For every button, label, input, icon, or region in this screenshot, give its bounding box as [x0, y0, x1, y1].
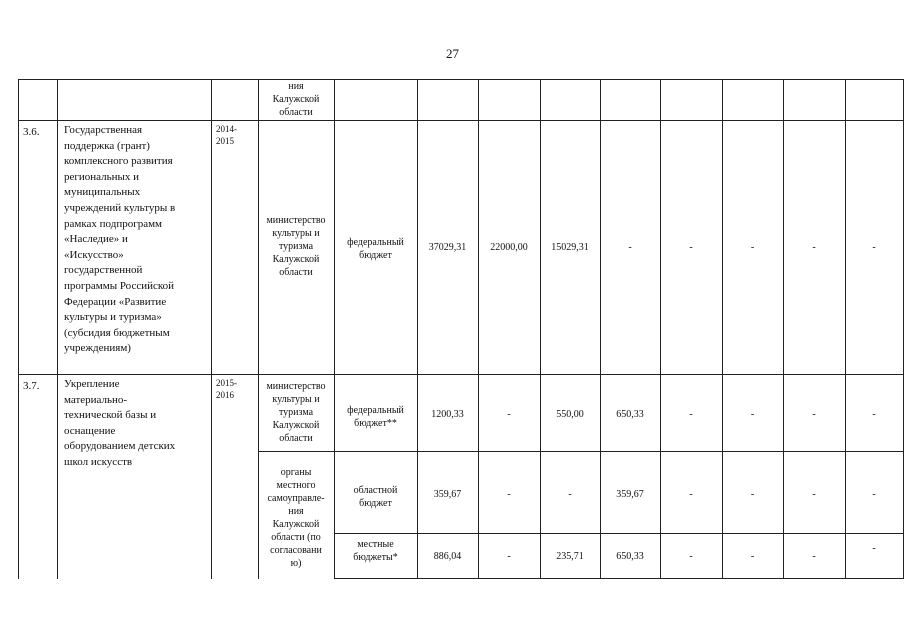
regional-2018: -: [750, 489, 755, 500]
col-line-10: [722, 79, 723, 579]
row-line-3-7-sub1: [334, 451, 903, 452]
executor-local-authorities: органы местного самоуправле- ния Калужской области (по согласовани ю): [267, 467, 325, 569]
federal-2019: -: [812, 409, 816, 420]
row-line-3-6-top: [18, 120, 903, 121]
row-line-3-7-sub2: [334, 533, 903, 534]
value-2016: -: [628, 242, 632, 253]
local-2018: -: [750, 551, 755, 562]
funding-source-regional: областной бюджет: [353, 485, 398, 509]
page-number: 27: [446, 46, 459, 61]
col-line-2: [211, 79, 212, 579]
regional-2019: -: [812, 489, 816, 500]
federal-2014: -: [507, 409, 511, 420]
executor-ministry: министерство культуры и туризма Калужской области: [266, 381, 326, 444]
local-2015: 235,71: [556, 551, 584, 562]
regional-2020: -: [872, 489, 876, 500]
col-line-1: [57, 79, 58, 579]
value-2014: 22000,00: [490, 242, 528, 253]
col-line-0: [18, 79, 19, 579]
col-line-12: [845, 79, 846, 579]
federal-2016: 650,33: [616, 409, 644, 420]
funding-source: федеральный бюджет: [347, 237, 404, 261]
value-2017: -: [689, 242, 693, 253]
regional-2017: -: [689, 489, 693, 500]
executor-split-line: [258, 451, 334, 452]
col-line-9: [660, 79, 661, 579]
regional-total: 359,67: [433, 489, 462, 500]
regional-2015: -: [568, 489, 572, 500]
measure-name: Укрепление материально- технической базы и оснащение оборудованием детских школ искусств: [64, 378, 176, 468]
federal-total: 1200,33: [431, 409, 464, 420]
federal-2017: -: [689, 409, 693, 420]
col-line-5: [417, 79, 418, 579]
period: 2014- 2015: [216, 124, 237, 146]
value-2019: -: [812, 242, 816, 253]
row-number: 3.6.: [23, 126, 40, 138]
regional-2014: -: [507, 489, 511, 500]
col-line-6: [478, 79, 479, 579]
local-2020: -: [872, 543, 876, 554]
col-line-11: [783, 79, 784, 579]
local-2014: -: [507, 551, 511, 562]
value-2018: -: [750, 242, 755, 253]
row-line-bottom: [334, 578, 903, 579]
continuation-executor: ния Калужской области: [272, 81, 320, 118]
col-line-8: [600, 79, 601, 579]
funding-source-federal: федеральный бюджет**: [347, 405, 404, 429]
local-2017: -: [689, 551, 693, 562]
col-line-7: [540, 79, 541, 579]
executor: министерство культуры и туризма Калужской области: [266, 215, 326, 278]
col-line-13: [903, 79, 904, 579]
regional-2016: 359,67: [616, 489, 644, 500]
value-2020: -: [872, 242, 876, 253]
total-value: 37029,31: [428, 242, 467, 253]
local-total: 886,04: [433, 551, 462, 562]
measure-name: Государственная поддержка (грант) комплексного развития региональных и муниципальных учреждений культуры в рамках подпрограмм «Наследие» и «Искусство» государственной программы Российской Федерации «Развитие культуры и туризма» (субсидия бюджетным учреждениям): [64, 124, 176, 355]
row-number: 3.7.: [23, 380, 40, 392]
value-2015: 15029,31: [551, 242, 589, 253]
row-line-3-7-top: [18, 374, 903, 375]
period: 2015- 2016: [216, 378, 237, 400]
funding-source-local: местные бюджеты*: [353, 539, 398, 563]
federal-2018: -: [750, 409, 755, 420]
local-2016: 650,33: [616, 551, 644, 562]
local-2019: -: [812, 551, 816, 562]
federal-2015: 550,00: [556, 409, 584, 420]
federal-2020: -: [872, 409, 876, 420]
row-line-top: [18, 79, 903, 80]
